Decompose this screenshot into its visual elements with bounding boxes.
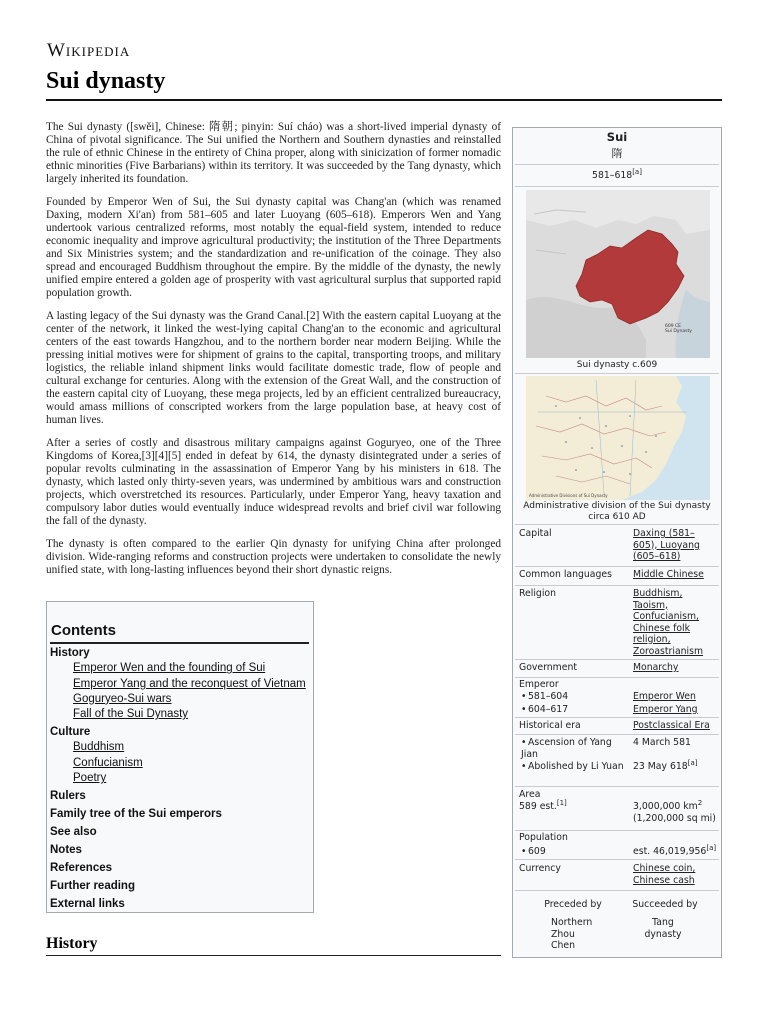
government-value[interactable]: Monarchy <box>633 662 679 673</box>
article-body <box>46 121 501 587</box>
infobox-divider <box>515 717 719 718</box>
toc-item-history[interactable]: History <box>50 647 90 659</box>
ascension-link[interactable]: Yang Jian <box>521 737 612 760</box>
wikipedia-wordmark[interactable]: Wikipedia <box>47 40 131 61</box>
toc-item-notes[interactable]: Notes <box>50 844 82 856</box>
paragraph-decline: After a series of costly and disastrous military campaigns against Goguryeo, one of the Three Kingdoms of Korea,[3][4][5] ended in defeat by 614, the dynasty disintegrated under a series of popular revolts culminating in the assassination of Emperor Yang by his ministers in 618. The dynasty, which lasted only thirty-seven years, was undermined by ambitious wars and construction projects, which overstretched its resources. Particularly, under Emperor Yang, heavy taxation and compulsory labor duties would eventually induce widespread revolts and brief civil war following the fall of the dynasty. <box>46 437 501 527</box>
title-rule <box>46 99 722 101</box>
emperor-1-years: • 581–604 <box>521 691 569 702</box>
infobox-divider <box>515 830 719 831</box>
toc-item-emperor-yang[interactable]: Emperor Yang and the reconquest of Vietnam <box>73 677 306 690</box>
capital-label: Capital <box>519 528 552 539</box>
infobox-divider <box>515 677 719 678</box>
infobox <box>512 127 722 958</box>
toc-item-references[interactable]: References <box>50 861 113 874</box>
infobox-divider <box>515 186 719 187</box>
area-year: 589 est.[1] <box>519 798 567 812</box>
emperor-2-years: • 604–617 <box>521 704 569 715</box>
map2-caption: Administrative division of the Sui dynasty circa 610 AD <box>523 501 711 522</box>
population-value: est. 46,019,956[a] <box>633 843 717 857</box>
table-of-contents <box>46 601 314 913</box>
toc-rule <box>50 642 309 644</box>
infobox-divider <box>515 164 719 165</box>
toc-item-see-also[interactable]: See also <box>50 826 97 839</box>
paragraph-legacy: A lasting legacy of the Sui dynasty was the Grand Canal.[2] With the eastern capital Luoyang at the center of the network, it linked the west-lying capital Chang'an to the economic and agricultural centers of the east towards Hangzhou, and to the northern border near modern Beijing. While the pressing initial motives were for shipment of grains to the capital, transporting troops, and military logistics, the reliable inland shipment links would facilitate domestic trade, flow of people and cultural exchange for centuries. Along with the extension of the Great Wall, and the construction of the eastern capital city of Luoyang, these mega projects, led by an efficient centralized bureaucracy, would amass millions of conscripted workers from the large population base, at heavy cost of human lives. <box>46 310 501 426</box>
currency-label: Currency <box>519 863 561 874</box>
map1-caption: Sui dynasty c.609 <box>576 360 658 370</box>
paragraph-founding: Founded by Emperor Wen of Sui, the Sui dynasty capital was Chang'an (which was renamed Daxing, modern Xi'an) from 581–605 and later Luoyang (605–618). Emperors Wen and Yang undertook various centralized reforms, most notably the equal-field system, intended to reduce economic inequality and improve agricultural productivity; the institution of the Three Departments and Six Ministries system; and the standardization and re-unification of the coinage. They also spread and encouraged Buddhism throughout the empire. By the middle of the dynasty, the newly unified empire entered a golden age of prosperity with vast agricultural surplus that supported rapid population growth. <box>46 196 501 299</box>
religion-values[interactable]: Buddhism, Taoism, Confucianism, Chinese folk religion, Zoroastrianism <box>633 588 704 657</box>
toc-item-fall[interactable]: Fall of the Sui Dynasty <box>73 708 189 721</box>
area-value: 3,000,000 $km^2$ (1,200,000 sq mi) <box>633 798 716 824</box>
successor-tang[interactable]: Tang dynasty <box>644 917 682 940</box>
religion-label: Religion <box>519 588 556 599</box>
infobox-years: 581–618[a] <box>592 167 642 181</box>
toc-item-family-tree[interactable]: Family tree of the Sui emperors <box>50 808 222 821</box>
toc-item-external-links[interactable]: External links <box>50 897 125 910</box>
footnote-ref[interactable]: [a] <box>706 843 717 852</box>
footnote-ref[interactable]: [a] <box>687 758 698 767</box>
emperor-label: Emperor <box>519 679 559 690</box>
era-value[interactable]: Postclassical Era <box>633 720 710 731</box>
administrative-division-map[interactable] <box>526 376 710 500</box>
toc-item-emperor-wen[interactable]: Emperor Wen and the founding of Sui <box>73 662 266 675</box>
ascension-date: 4 March 581 <box>633 737 691 748</box>
abolished-date: 23 May 618[a] <box>633 758 698 772</box>
abolished-link[interactable]: Li Yuan <box>590 761 624 772</box>
abolished-label: • Abolished by Li Yuan <box>521 761 624 772</box>
languages-label: Common languages <box>519 569 612 580</box>
toc-list <box>50 646 310 912</box>
paragraph-intro: The Sui dynasty ([swěi], Chinese: 隋朝; pinyin: Suí cháo) was a short-lived imperial dynasty of China of pivotal significance. The Sui unified the Northern and Southern dynasties and reinstalled the rule of ethnic Chinese in the entirety of China proper, along with sinicization of former nomadic ethnic minorities (Five Barbarians) within its territory. It was succeeded by the Tang dynasty, which largely inherited its foundation. <box>46 121 501 185</box>
era-label: Historical era <box>519 720 581 731</box>
page-title: Sui dynasty <box>46 68 166 94</box>
government-label: Government <box>519 662 577 673</box>
infobox-divider <box>515 734 719 735</box>
section-rule <box>46 955 501 956</box>
predecessor-northern-zhou[interactable]: Northern Zhou <box>551 917 593 940</box>
section-heading-history: History <box>46 935 98 952</box>
population-label: Population <box>519 832 568 843</box>
languages-value[interactable]: Middle Chinese <box>633 569 704 580</box>
footnote-ref[interactable]: [a] <box>632 167 642 176</box>
emperor-1-name[interactable]: Emperor Wen <box>633 691 696 702</box>
ascension-label: • Ascension of Yang Jian <box>521 737 612 760</box>
toc-item-rulers[interactable]: Rulers <box>50 790 86 803</box>
infobox-title: Sui <box>606 130 628 144</box>
population-year: • 609 <box>521 846 546 857</box>
toc-item-further-reading[interactable]: Further reading <box>50 879 135 892</box>
infobox-native-name: 隋 <box>611 147 623 160</box>
toc-item-goguryeo-sui-wars[interactable]: Goguryeo-Sui wars <box>73 692 172 705</box>
emperor-2-name[interactable]: Emperor Yang <box>633 704 698 715</box>
capital-value[interactable]: Daxing (581–605), Luoyang (605–618) <box>633 528 700 562</box>
predecessor-chen[interactable]: Chen <box>551 940 575 951</box>
footnote-ref[interactable]: [1] <box>556 798 567 807</box>
area-label: Area <box>519 789 541 800</box>
toc-item-poetry[interactable]: Poetry <box>73 772 107 785</box>
toc-item-buddhism[interactable]: Buddhism <box>73 741 125 754</box>
infobox-divider <box>515 859 719 860</box>
infobox-divider <box>515 373 719 374</box>
infobox-divider <box>515 566 719 567</box>
map2-inset-caption: Administrative Divisions of Sui Dynasty <box>529 493 608 498</box>
preceded-by-label: Preceded by <box>544 899 602 910</box>
toc-item-culture[interactable]: Culture <box>50 726 91 739</box>
succeeded-by-label: Succeeded by <box>632 899 698 910</box>
toc-title: Contents <box>51 622 116 639</box>
infobox-divider <box>515 890 719 891</box>
currency-values[interactable]: Chinese coin, Chinese cash <box>633 863 696 886</box>
infobox-divider <box>515 786 719 787</box>
infobox-divider <box>515 585 719 586</box>
map-legend: 609 CE Sui Dynasty <box>665 324 692 334</box>
toc-item-confucianism[interactable]: Confucianism <box>73 756 143 769</box>
infobox-divider <box>515 524 719 525</box>
infobox-divider <box>515 659 719 660</box>
paragraph-comparison: The dynasty is often compared to the earlier Qin dynasty for unifying China after prolonged division. Wide-ranging reforms and construction projects were undertaken to consolidate the newly unified state, with long-lasting influences beyond their short dynastic reigns. <box>46 538 501 576</box>
